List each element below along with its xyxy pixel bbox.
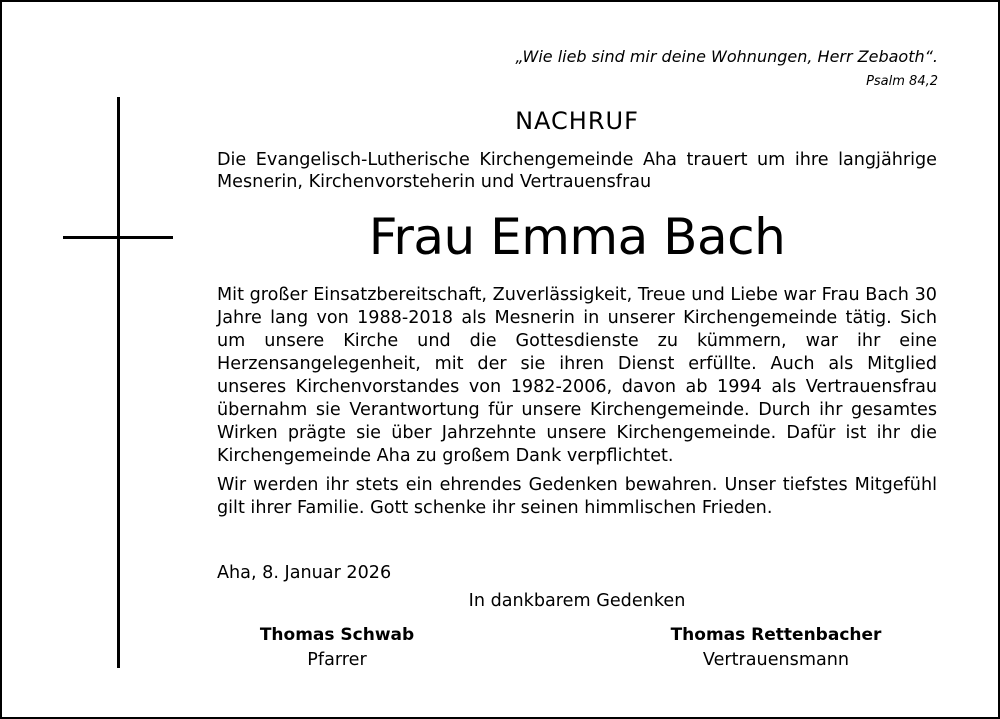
signature-block-left [207,624,467,674]
bible-quote: „Wie lieb sind mir deine Wohnungen, Herr Zebaoth“. [515,47,938,66]
signature-name: Thomas Schwab [259,625,415,645]
deceased-name: Frau Emma Bach [368,208,786,266]
body-paragraph-2: Wir werden ihr stets ein ehrendes Gedenken bewahren. Unser tiefstes Mitgefühl gilt ihrer Familie. Gott schenke ihr seinen himmlischen Frieden. [217,475,937,518]
signature-name: Thomas Rettenbacher [670,625,882,645]
signature-role: Vertrauensmann [702,650,850,670]
cross-icon [117,97,120,668]
quote-source: Psalm 84,2 [866,74,938,89]
signature-block-right [646,624,906,674]
closing-line: In dankbarem Gedenken [468,591,686,611]
signature-role: Pfarrer [307,650,367,670]
intro-text: Die Evangelisch-Lutherische Kirchengemeinde Aha trauert um ihre langjährige Mesnerin, Kirchenvorsteherin und Vertrauensfrau [217,150,937,192]
place-date: Aha, 8. Januar 2026 [217,563,392,583]
heading: NACHRUF [515,107,639,135]
body-text [217,284,937,526]
body-paragraph-1: Mit großer Einsatzbereitschaft, Zuverlässigkeit, Treue und Liebe war Frau Bach 30 Jahre lang von 1988-2018 als Mesnerin in unserer Kirchengemeinde tätig. Sich um unsere Kirche und die Gottesdienste zu kümmern, war ihr eine Herzensangelegenheit, mit der sie ihren Dienst erfüllte. Auch als Mitglied unseres Kirchenvorstandes von 1982-2006, davon ab 1994 als Vertrauensfrau übernahm sie Verantwortung für unsere Kirchengemeinde. Durch ihr gesamtes Wirken prägte sie über Jahrzehnte unsere Kirchengemeinde. Dafür ist ihr die Kirchengemeinde Aha zu großem Dank verpflichtet. [217,285,937,466]
cross-icon-bar [63,236,173,239]
